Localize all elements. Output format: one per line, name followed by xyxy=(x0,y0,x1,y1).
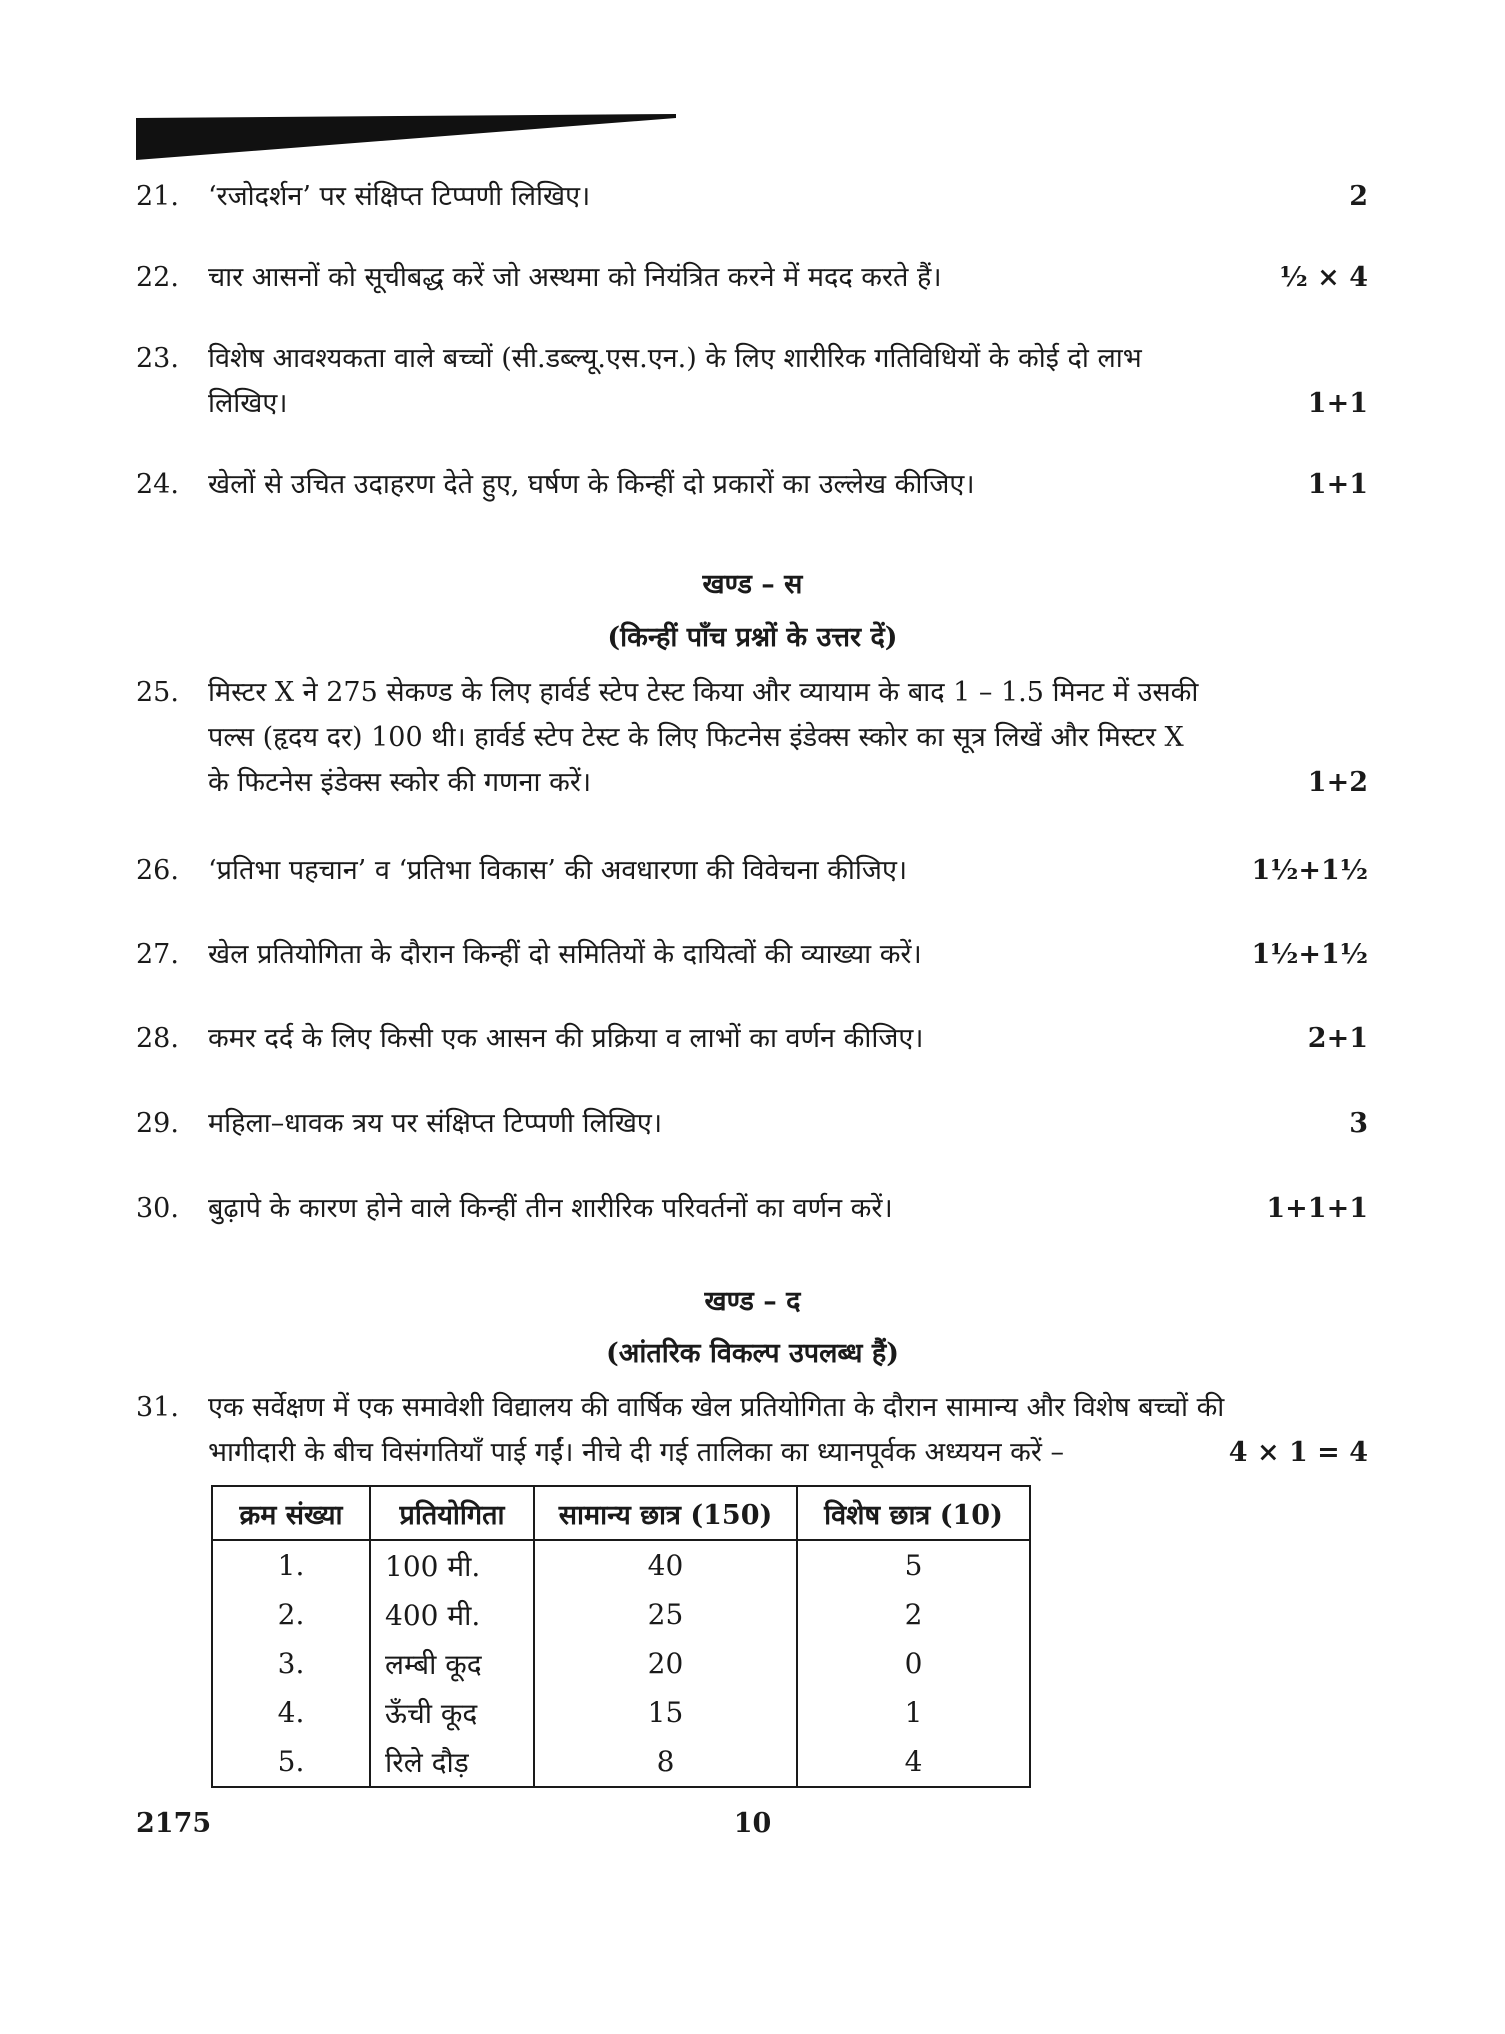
question-marks: 1½+1½ xyxy=(1251,939,1368,970)
table-cell: ऊँची कूद xyxy=(370,1688,534,1737)
page-number: 10 xyxy=(733,1808,772,1839)
question-marks: ½ × 4 xyxy=(1279,262,1368,293)
question-27 xyxy=(136,932,1376,977)
question-24 xyxy=(136,462,1376,507)
question-marks: 1+1 xyxy=(1307,469,1368,500)
question-26 xyxy=(136,848,1376,893)
question-text: ‘प्रतिभा पहचान’ व ‘प्रतिभा विकास’ की अवधारणा की विवेचना कीजिए। xyxy=(208,855,908,886)
question-22 xyxy=(136,255,1376,300)
table-header: क्रम संख्या xyxy=(212,1486,370,1540)
table-cell: 1 xyxy=(797,1688,1030,1737)
question-31 xyxy=(136,1385,1376,1475)
question-text-line: भागीदारी के बीच विसंगतियाँ पाई गईं। नीचे दी गई तालिका का ध्यानपूर्वक अध्ययन करें – xyxy=(208,1437,1065,1468)
question-text-line: विशेष आवश्यकता वाले बच्चों (सी.डब्ल्यू.एस.एन.) के लिए शारीरिक गतिविधियों के कोई दो लाभ xyxy=(208,343,1142,374)
table-header: सामान्य छात्र (150) xyxy=(534,1486,797,1540)
question-number: 31. xyxy=(136,1392,179,1423)
question-text: चार आसनों को सूचीबद्ध करें जो अस्थमा को नियंत्रित करने में मदद करते हैं। xyxy=(208,262,942,293)
table-cell: 40 xyxy=(534,1540,797,1590)
question-number: 30. xyxy=(136,1193,179,1224)
table-cell: 5 xyxy=(797,1540,1030,1590)
question-number: 29. xyxy=(136,1108,179,1139)
question-text-line: लिखिए। xyxy=(208,388,288,419)
question-28 xyxy=(136,1016,1376,1061)
question-number: 25. xyxy=(136,677,179,708)
question-text-line: एक सर्वेक्षण में एक समावेशी विद्यालय की वार्षिक खेल प्रतियोगिता के दौरान सामान्य और विशेष बच्चों की xyxy=(208,1392,1225,1423)
question-marks: 4 × 1 = 4 xyxy=(1228,1437,1368,1468)
section-d-subtitle: (आंतरिक विकल्प उपलब्ध हैं) xyxy=(605,1338,900,1369)
question-marks: 1+1+1 xyxy=(1266,1193,1368,1224)
table-cell: 2. xyxy=(212,1590,370,1639)
table-cell: 1. xyxy=(212,1540,370,1590)
table-row xyxy=(212,1737,1030,1787)
question-text: ‘रजोदर्शन’ पर संक्षिप्त टिप्पणी लिखिए। xyxy=(208,181,591,212)
section-c-title: खण्ड – स xyxy=(702,569,803,600)
question-number: 23. xyxy=(136,343,179,374)
question-number: 24. xyxy=(136,469,179,500)
question-marks: 1+1 xyxy=(1307,388,1368,419)
question-number: 22. xyxy=(136,262,179,293)
question-marks: 1+2 xyxy=(1307,767,1368,798)
question-text: महिला–धावक त्रय पर संक्षिप्त टिप्पणी लिखिए। xyxy=(208,1108,663,1139)
table-row xyxy=(212,1540,1030,1590)
question-29 xyxy=(136,1101,1376,1146)
question-text: बुढ़ापे के कारण होने वाले किन्हीं तीन शारीरिक परिवर्तनों का वर्णन करें। xyxy=(208,1193,893,1224)
question-text: कमर दर्द के लिए किसी एक आसन की प्रक्रिया व लाभों का वर्णन कीजिए। xyxy=(208,1023,924,1054)
question-text: खेलों से उचित उदाहरण देते हुए, घर्षण के किन्हीं दो प्रकारों का उल्लेख कीजिए। xyxy=(208,469,975,500)
question-text-line: मिस्टर X ने 275 सेकण्ड के लिए हार्वर्ड स्टेप टेस्ट किया और व्यायाम के बाद 1 – 1.5 मिनट में उसकी xyxy=(208,677,1199,708)
table-cell: 4 xyxy=(797,1737,1030,1787)
question-number: 21. xyxy=(136,181,179,212)
table-cell: रिले दौड़ xyxy=(370,1737,534,1787)
table-cell: 2 xyxy=(797,1590,1030,1639)
table-header: प्रतियोगिता xyxy=(370,1486,534,1540)
question-marks: 2+1 xyxy=(1307,1023,1368,1054)
table-row xyxy=(212,1590,1030,1639)
question-25 xyxy=(136,670,1376,805)
table-cell: 25 xyxy=(534,1590,797,1639)
table-cell: 3. xyxy=(212,1639,370,1688)
question-text: खेल प्रतियोगिता के दौरान किन्हीं दो समितियों के दायित्वों की व्याख्या करें। xyxy=(208,939,922,970)
table-cell: 4. xyxy=(212,1688,370,1737)
table-cell: 100 मी. xyxy=(370,1540,534,1590)
table-cell: 400 मी. xyxy=(370,1590,534,1639)
table-cell: 5. xyxy=(212,1737,370,1787)
question-text-line: पल्स (हृदय दर) 100 थी। हार्वर्ड स्टेप टेस्ट के लिए फिटनेस इंडेक्स स्कोर का सूत्र लिखें और मिस्टर X xyxy=(208,722,1184,753)
table-cell: 20 xyxy=(534,1639,797,1688)
table-header: विशेष छात्र (10) xyxy=(797,1486,1030,1540)
question-number: 27. xyxy=(136,939,179,970)
question-marks: 3 xyxy=(1349,1108,1368,1139)
paper-code: 2175 xyxy=(136,1808,212,1839)
table-row xyxy=(212,1688,1030,1737)
table-cell: 15 xyxy=(534,1688,797,1737)
table-cell: 0 xyxy=(797,1639,1030,1688)
question-23 xyxy=(136,336,1376,426)
question-21 xyxy=(136,174,1376,219)
table-cell: लम्बी कूद xyxy=(370,1639,534,1688)
section-d-title: खण्ड – द xyxy=(704,1286,801,1317)
section-c-subtitle: (किन्हीं पाँच प्रश्नों के उत्तर दें) xyxy=(607,622,898,653)
question-text-line: के फिटनेस इंडेक्स स्कोर की गणना करें। xyxy=(208,767,592,798)
participation-table xyxy=(211,1485,1031,1788)
question-marks: 1½+1½ xyxy=(1251,855,1368,886)
question-marks: 2 xyxy=(1349,181,1368,212)
table-header-row xyxy=(212,1486,1030,1540)
table-row xyxy=(212,1639,1030,1688)
question-30 xyxy=(136,1186,1376,1231)
question-number: 26. xyxy=(136,855,179,886)
table-cell: 8 xyxy=(534,1737,797,1787)
redaction-bar xyxy=(136,114,676,160)
question-number: 28. xyxy=(136,1023,179,1054)
